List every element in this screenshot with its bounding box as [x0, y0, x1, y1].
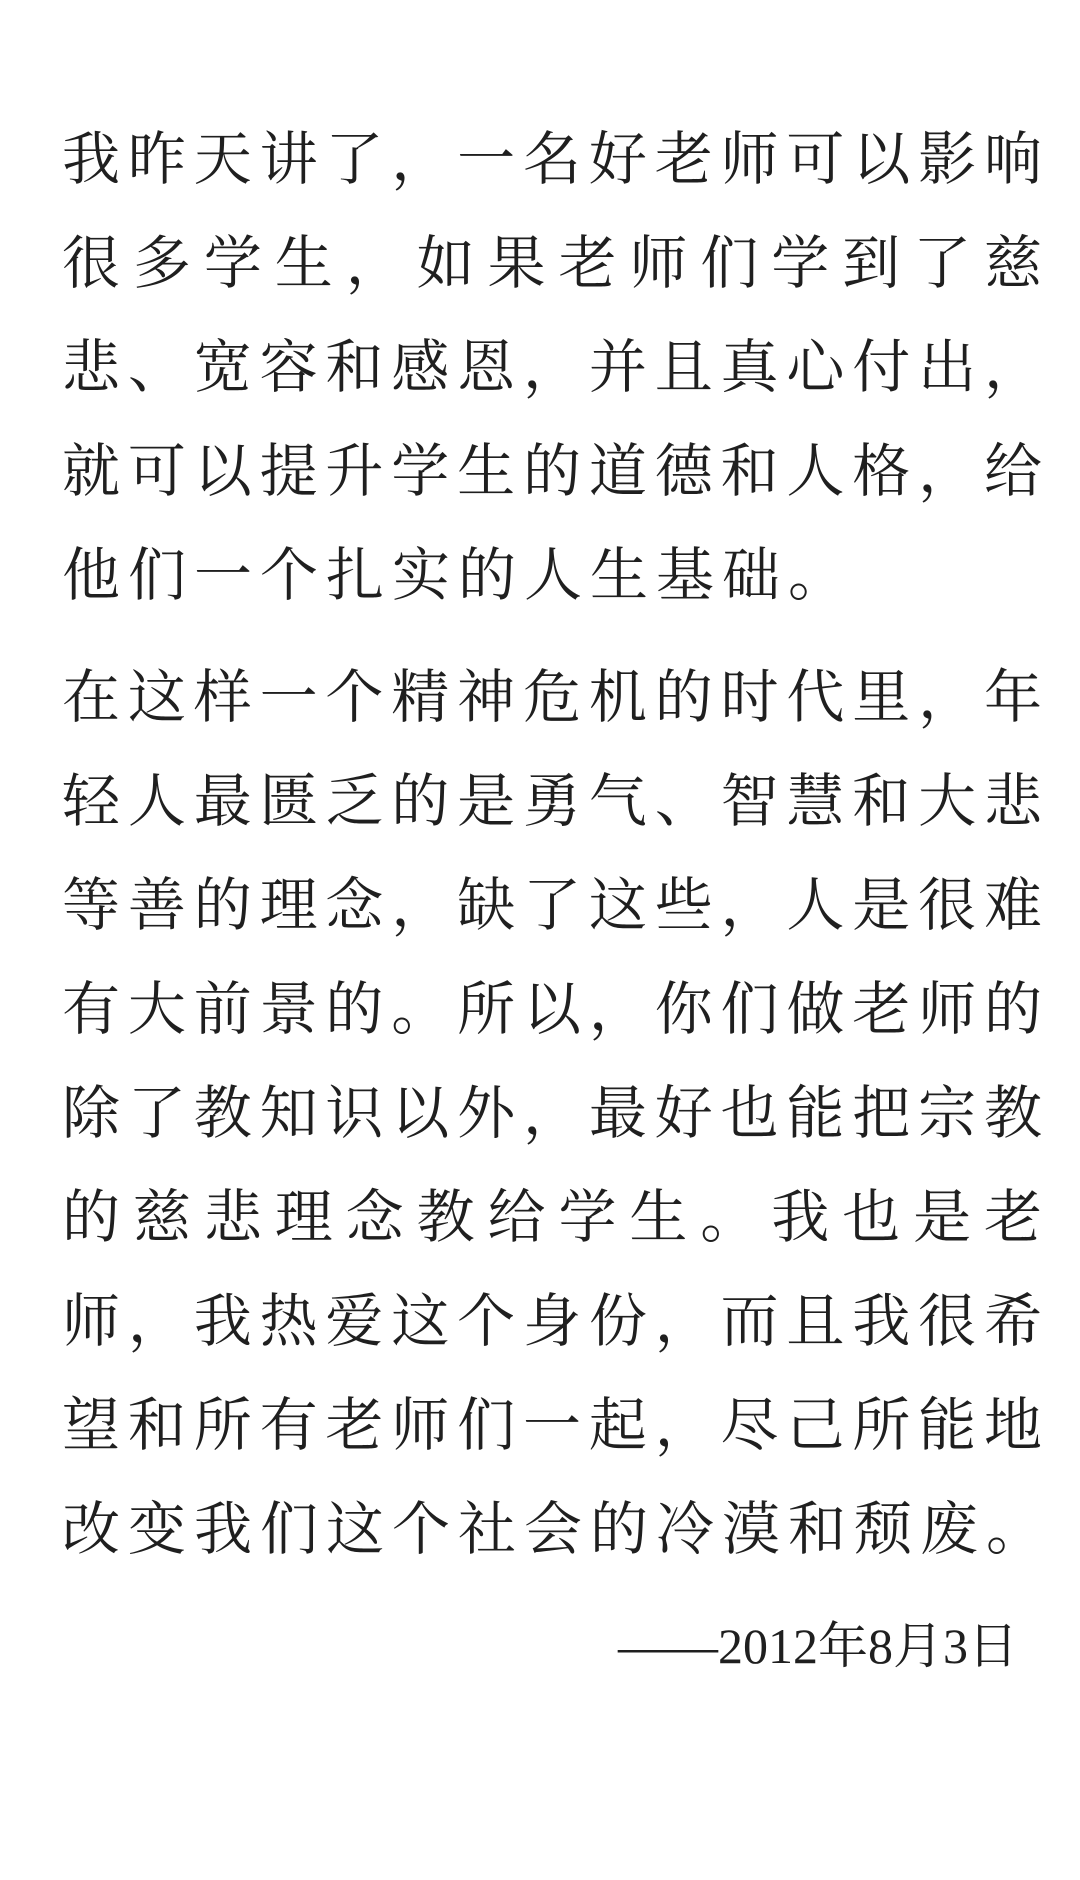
text-line: 等善的理念，缺了这些，人是很难: [62, 871, 1042, 939]
text-line: 除了教知识以外，最好也能把宗教: [62, 1079, 1042, 1147]
text-line: 他们一个扎实的人生基础。: [62, 541, 855, 609]
text-line: 很多学生，如果老师们学到了慈: [62, 229, 1042, 297]
text-line: 有大前景的。所以，你们做老师的: [62, 975, 1042, 1043]
signature-date: ——2012年8月3日: [618, 1618, 1018, 1674]
text-line: 就可以提升学生的道德和人格，给: [62, 437, 1042, 505]
text-line: 悲、宽容和感恩，并且真心付出，: [62, 333, 1042, 401]
text-line: 师，我热爱这个身份，而且我很希: [62, 1287, 1042, 1355]
text-line: 我昨天讲了，一名好老师可以影响: [62, 125, 1042, 193]
text-line: 轻人最匮乏的是勇气、智慧和大悲: [62, 767, 1042, 835]
text-line: 的慈悲理念教给学生。我也是老: [62, 1183, 1042, 1251]
text-line: 在这样一个精神危机的时代里，年: [62, 663, 1042, 731]
text-line: 改变我们这个社会的冷漠和颓废。: [62, 1495, 1053, 1563]
paragraph-2: [62, 645, 1053, 1581]
text-line: 望和所有老师们一起，尽己所能地: [62, 1391, 1042, 1459]
paragraph-1: [62, 107, 1042, 627]
